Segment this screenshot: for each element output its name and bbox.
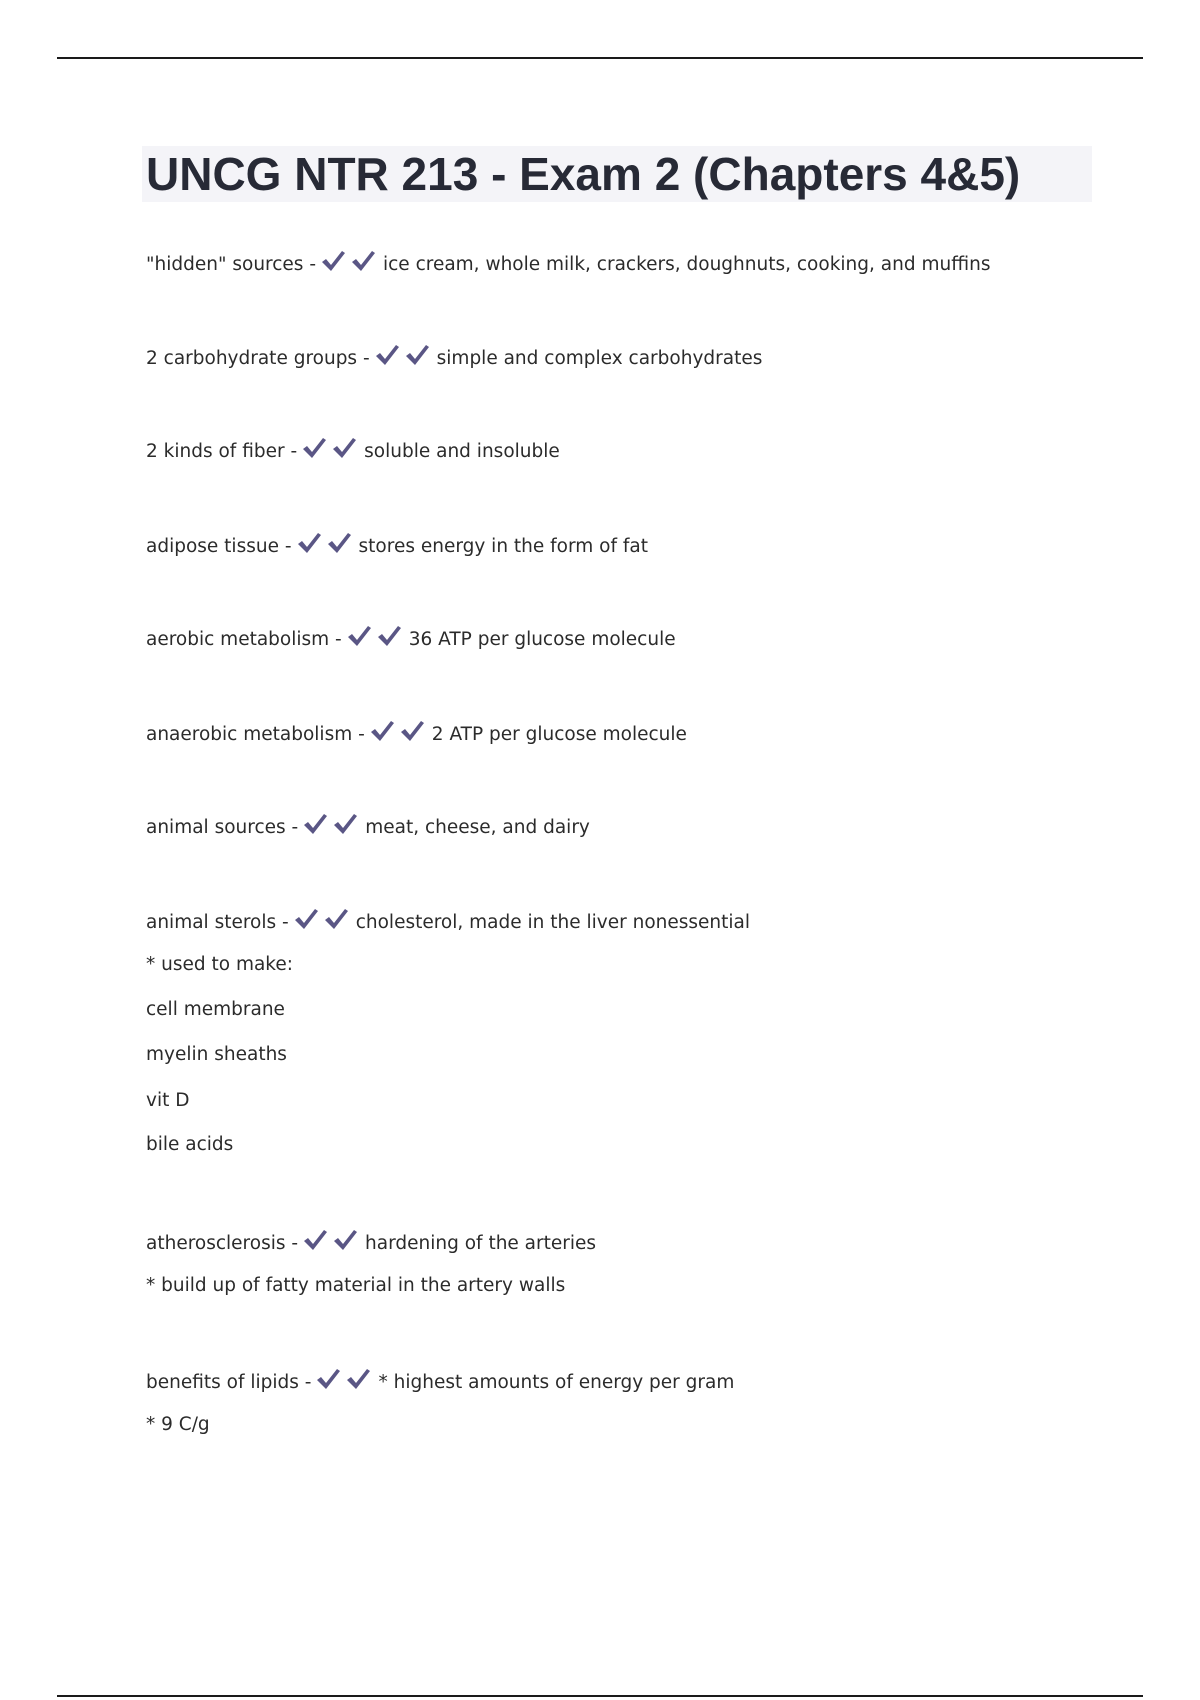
check-icon bbox=[301, 436, 327, 460]
check-icon bbox=[374, 343, 400, 367]
entry-answer: simple and complex carbohydrates bbox=[436, 348, 763, 369]
check-icon bbox=[369, 719, 395, 743]
entry-adipose-tissue bbox=[146, 531, 648, 563]
entry-atherosclerosis bbox=[146, 1228, 596, 1260]
entry-detail: * build up of fatty material in the artery walls bbox=[146, 1275, 566, 1296]
entry-benefits-of-lipids bbox=[146, 1367, 734, 1399]
entry-carbohydrate-groups bbox=[146, 343, 762, 375]
entry-term: adipose tissue bbox=[146, 536, 279, 557]
check-icon bbox=[350, 249, 376, 273]
entry-term: anaerobic metabolism bbox=[146, 724, 353, 745]
check-icon bbox=[326, 531, 352, 555]
check-icon bbox=[302, 1228, 328, 1252]
entry-answer: 36 ATP per glucose molecule bbox=[408, 629, 676, 650]
entry-detail: vit D bbox=[146, 1090, 190, 1111]
check-icon bbox=[323, 907, 349, 931]
check-icon bbox=[331, 436, 357, 460]
entry-detail: * 9 C/g bbox=[146, 1414, 210, 1435]
check-icon bbox=[293, 907, 319, 931]
check-icon bbox=[345, 1367, 371, 1391]
check-icon bbox=[404, 343, 430, 367]
entry-term: 2 kinds of fiber bbox=[146, 441, 285, 462]
entry-separator: - bbox=[303, 254, 316, 275]
entry-aerobic-metabolism bbox=[146, 624, 676, 656]
entry-answer: cholesterol, made in the liver nonessential bbox=[355, 912, 750, 933]
entry-separator: - bbox=[329, 629, 342, 650]
entry-term: benefits of lipids bbox=[146, 1372, 299, 1393]
check-icon bbox=[332, 1228, 358, 1252]
entry-term: "hidden" sources bbox=[146, 254, 304, 275]
entry-detail: myelin sheaths bbox=[146, 1044, 287, 1065]
check-icon bbox=[296, 531, 322, 555]
entry-answer: 2 ATP per glucose molecule bbox=[431, 724, 687, 745]
entry-kinds-of-fiber bbox=[146, 436, 560, 468]
entry-separator: - bbox=[352, 724, 365, 745]
entry-answer: hardening of the arteries bbox=[365, 1233, 597, 1254]
entry-term: 2 carbohydrate groups bbox=[146, 348, 358, 369]
check-icon bbox=[346, 624, 372, 648]
top-rule bbox=[57, 57, 1143, 59]
entry-term: atherosclerosis bbox=[146, 1233, 286, 1254]
check-icon bbox=[315, 1367, 341, 1391]
entry-answer: meat, cheese, and dairy bbox=[365, 817, 590, 838]
entry-answer: ice cream, whole milk, crackers, doughnuts, cooking, and muffins bbox=[383, 254, 991, 275]
check-icon bbox=[320, 249, 346, 273]
entry-separator: - bbox=[298, 1372, 312, 1393]
check-icon bbox=[376, 624, 402, 648]
page-title: UNCG NTR 213 - Exam 2 (Chapters 4&5) bbox=[146, 148, 1021, 200]
entry-animal-sources bbox=[146, 812, 590, 844]
entry-separator: - bbox=[357, 348, 370, 369]
entry-anaerobic-metabolism bbox=[146, 719, 687, 751]
entry-term: animal sources bbox=[146, 817, 286, 838]
entry-separator: - bbox=[285, 1233, 299, 1254]
entry-detail: * used to make: bbox=[146, 954, 293, 975]
entry-separator: - bbox=[276, 912, 289, 933]
check-icon bbox=[399, 719, 425, 743]
entry-answer: stores energy in the form of fat bbox=[358, 536, 649, 557]
entry-detail: cell membrane bbox=[146, 999, 285, 1020]
entry-animal-sterols bbox=[146, 907, 750, 939]
entry-separator: - bbox=[285, 817, 299, 838]
entry-separator: - bbox=[284, 441, 298, 462]
bottom-rule bbox=[57, 1695, 1143, 1697]
entry-hidden-sources bbox=[146, 249, 990, 281]
check-icon bbox=[302, 812, 328, 836]
entry-term: aerobic metabolism bbox=[146, 629, 330, 650]
entry-answer: * highest amounts of energy per gram bbox=[378, 1372, 735, 1393]
check-icon bbox=[332, 812, 358, 836]
entry-term: animal sterols bbox=[146, 912, 277, 933]
entry-answer: soluble and insoluble bbox=[364, 441, 560, 462]
entry-separator: - bbox=[278, 536, 292, 557]
entry-detail: bile acids bbox=[146, 1134, 234, 1155]
